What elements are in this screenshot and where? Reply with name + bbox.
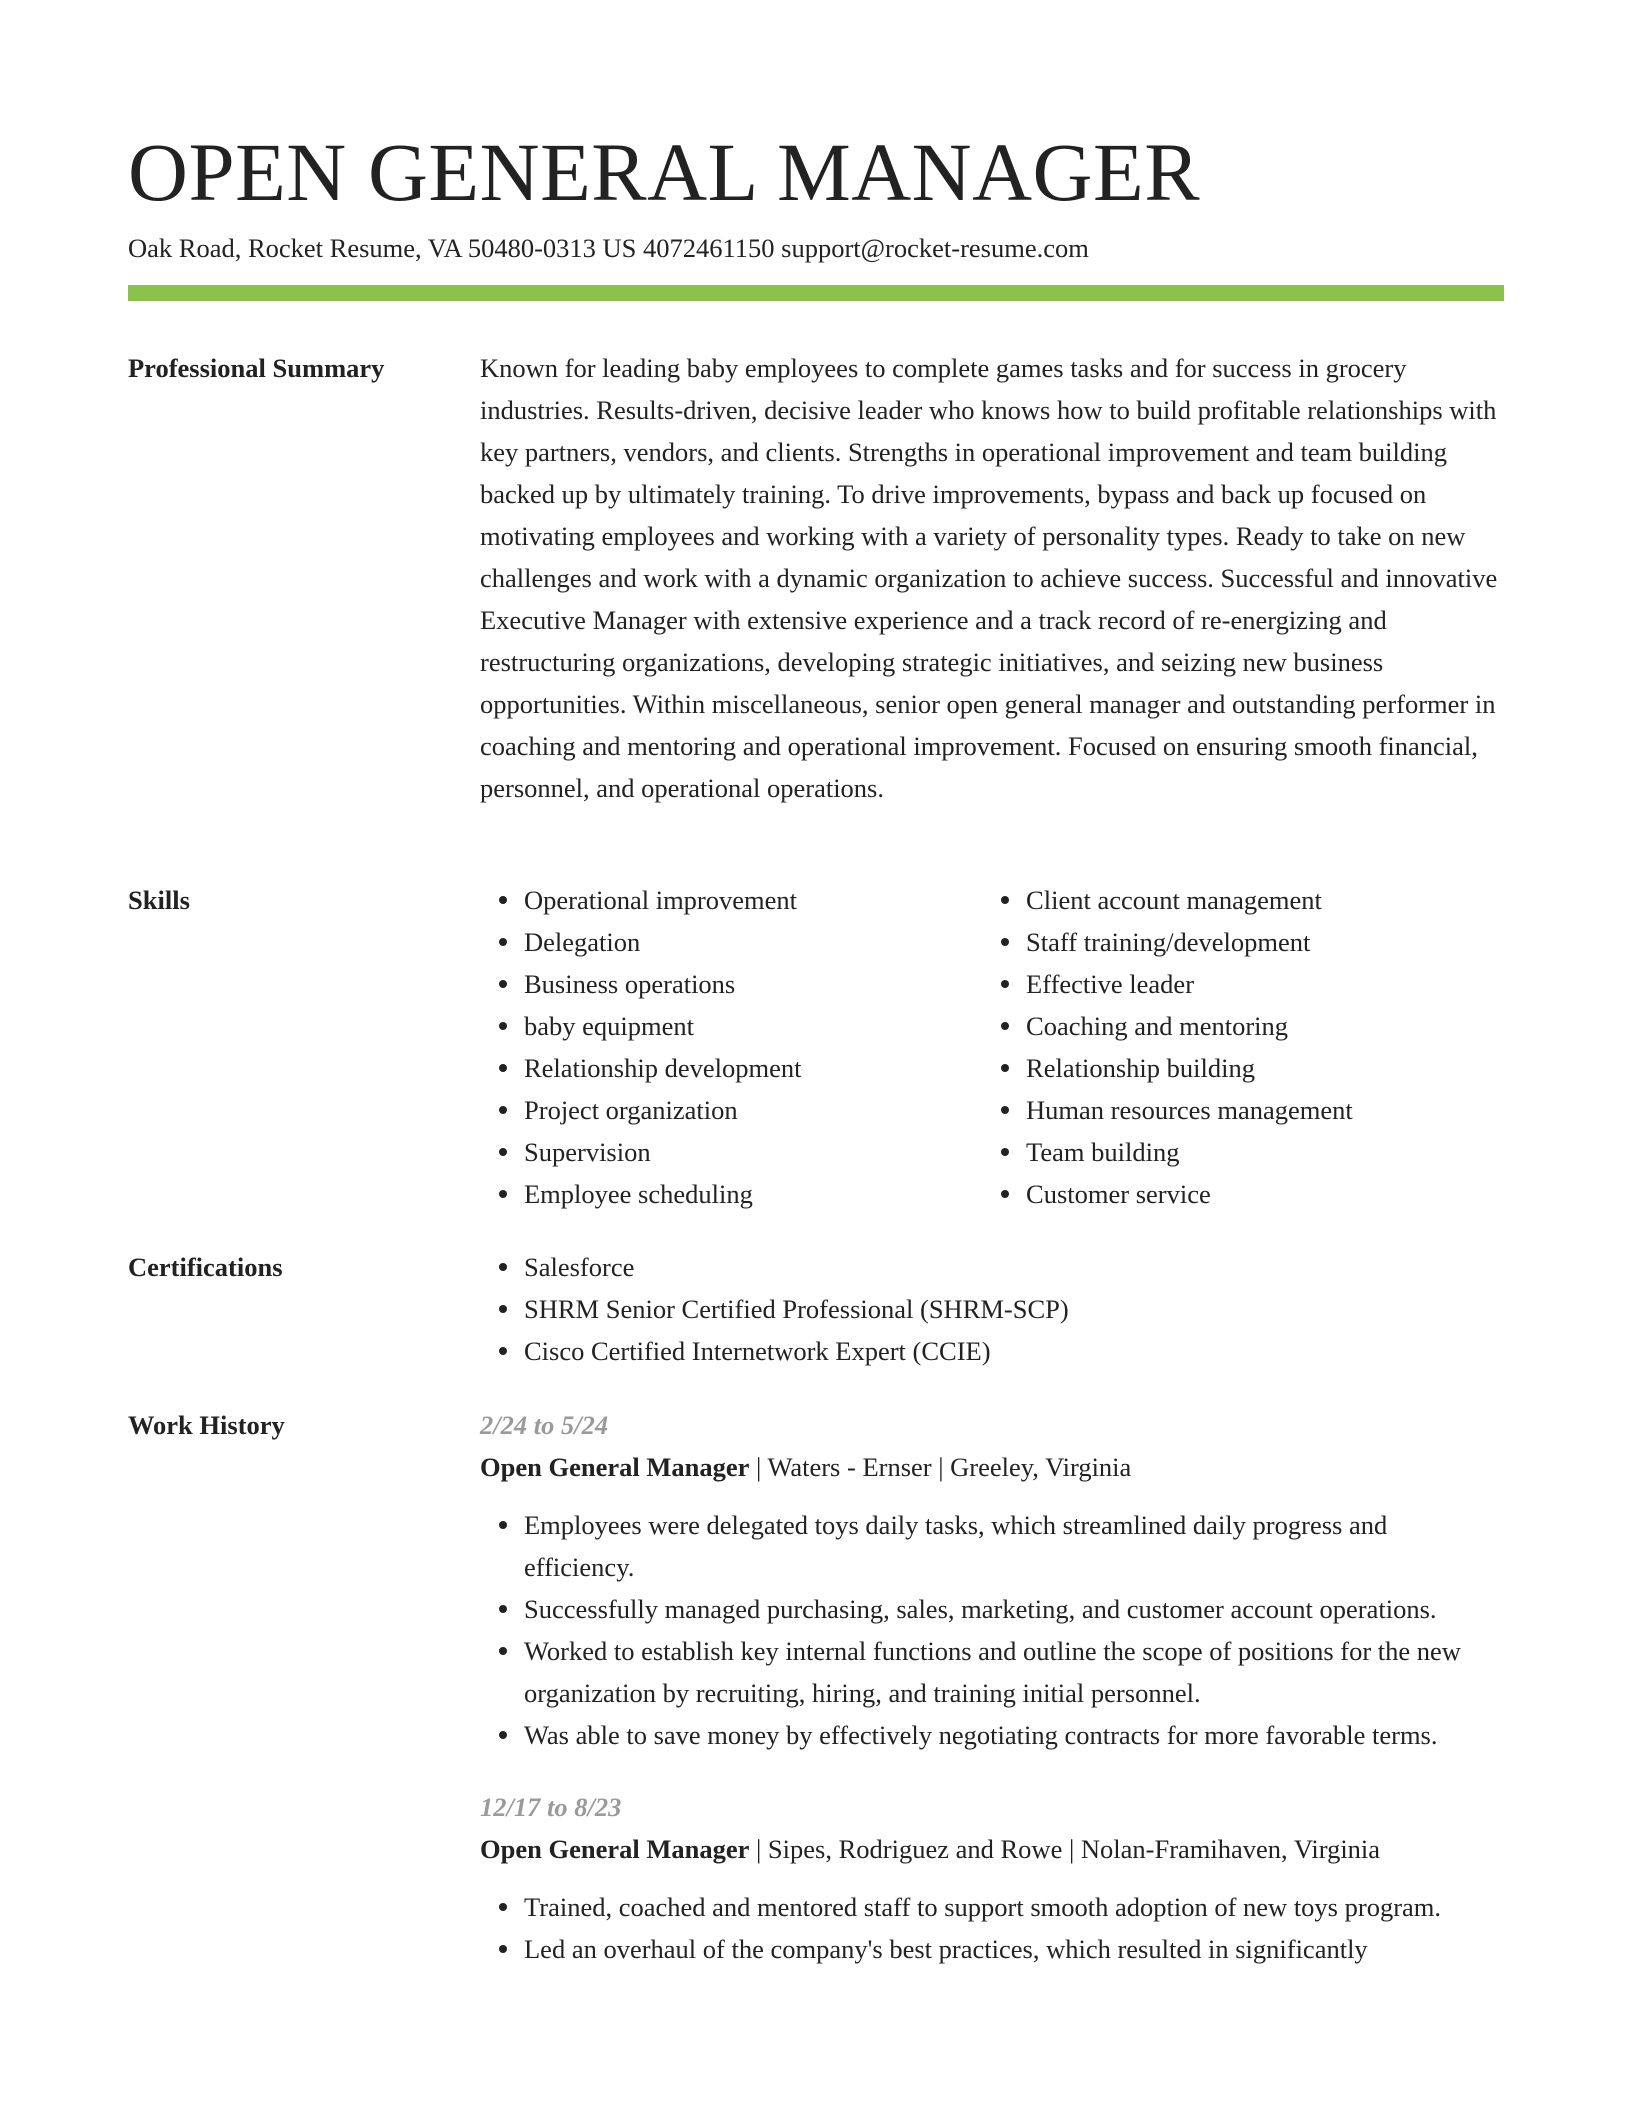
certification-item: Cisco Certified Internetwork Expert (CCIE) <box>524 1330 1504 1372</box>
job-heading <box>480 1446 1504 1488</box>
work-history-body <box>480 1404 1504 2000</box>
skill-item: Staff training/development <box>1026 921 1504 963</box>
skill-item: Relationship development <box>524 1047 982 1089</box>
skill-item: Relationship building <box>1026 1047 1504 1089</box>
summary-text: Known for leading baby employees to complete games tasks and for success in grocery industries. Results-driven, decisive leader who knows how to build profitable relationships with key partners, vendors, and clients. Strengths in operational improvement and team building backed up by ultimately training. To drive improvements, bypass and back up focused on motivating employees and working with a variety of personality types. Ready to take on new challenges and work with a dynamic organization to achieve success. Successful and innovative Executive Manager with extensive experience and a track record of re-energizing and restructuring organizations, developing strategic initiatives, and seizing new business opportunities. Within miscellaneous, senior open general manager and outstanding performer in coaching and mentoring and operational improvement. Focused on ensuring smooth financial, personnel, and operational operations. <box>480 353 1498 803</box>
job-bullet: Led an overhaul of the company's best practices, which resulted in significantly <box>524 1928 1504 1970</box>
skill-item: Business operations <box>524 963 982 1005</box>
job-dates: 2/24 to 5/24 <box>480 1410 609 1440</box>
skill-item: Supervision <box>524 1131 982 1173</box>
job-bullet: Worked to establish key internal functions and outline the scope of positions for the new organization by recruiting, hiring, and training initial personnel. <box>524 1630 1504 1714</box>
skills-columns <box>480 879 1504 1215</box>
job-employer-location: | Waters - Ernser | Greeley, Virginia <box>749 1452 1132 1482</box>
skill-item: Operational improvement <box>524 879 982 921</box>
header-divider <box>128 285 1504 301</box>
skills-column-right <box>982 879 1504 1215</box>
job-dates: 12/17 to 8/23 <box>480 1792 622 1822</box>
summary-heading: Professional Summary <box>128 353 385 383</box>
skills-column-left <box>480 879 982 1215</box>
skill-item: Team building <box>1026 1131 1504 1173</box>
contact-line: Oak Road, Rocket Resume, VA 50480-0313 US 4072461150 support@rocket-resume.com <box>128 233 1089 263</box>
skills-heading: Skills <box>128 885 190 915</box>
skill-item: Client account management <box>1026 879 1504 921</box>
certifications-list <box>480 1246 1504 1372</box>
job-bullet: Employees were delegated toys daily tasks, which streamlined daily progress and efficiency. <box>524 1504 1504 1588</box>
skill-item: baby equipment <box>524 1005 982 1047</box>
job-entry <box>480 1404 1504 1756</box>
skill-item: Coaching and mentoring <box>1026 1005 1504 1047</box>
candidate-name: OPEN GENERAL MANAGER <box>128 126 1201 218</box>
job-employer-location: | Sipes, Rodriguez and Rowe | Nolan-Framihaven, Virginia <box>749 1834 1381 1864</box>
skill-item: Project organization <box>524 1089 982 1131</box>
job-bullets <box>480 1886 1504 1970</box>
certification-item: Salesforce <box>524 1246 1504 1288</box>
summary-body <box>480 347 1504 809</box>
skill-item: Human resources management <box>1026 1089 1504 1131</box>
job-bullet: Was able to save money by effectively negotiating contracts for more favorable terms. <box>524 1714 1504 1756</box>
skills-body <box>480 879 1504 1215</box>
job-bullet: Trained, coached and mentored staff to support smooth adoption of new toys program. <box>524 1886 1504 1928</box>
job-title: Open General Manager <box>480 1452 750 1482</box>
skill-item: Effective leader <box>1026 963 1504 1005</box>
job-bullet: Successfully managed purchasing, sales, marketing, and customer account operations. <box>524 1588 1504 1630</box>
certification-item: SHRM Senior Certified Professional (SHRM-SCP) <box>524 1288 1504 1330</box>
certifications-body <box>480 1246 1504 1372</box>
skill-item: Employee scheduling <box>524 1173 982 1215</box>
skill-item: Customer service <box>1026 1173 1504 1215</box>
work-history-heading: Work History <box>128 1410 285 1440</box>
job-bullets <box>480 1504 1504 1756</box>
certifications-heading: Certifications <box>128 1252 283 1282</box>
job-entry <box>480 1786 1504 1970</box>
job-title: Open General Manager <box>480 1834 750 1864</box>
skill-item: Delegation <box>524 921 982 963</box>
job-heading <box>480 1828 1504 1870</box>
